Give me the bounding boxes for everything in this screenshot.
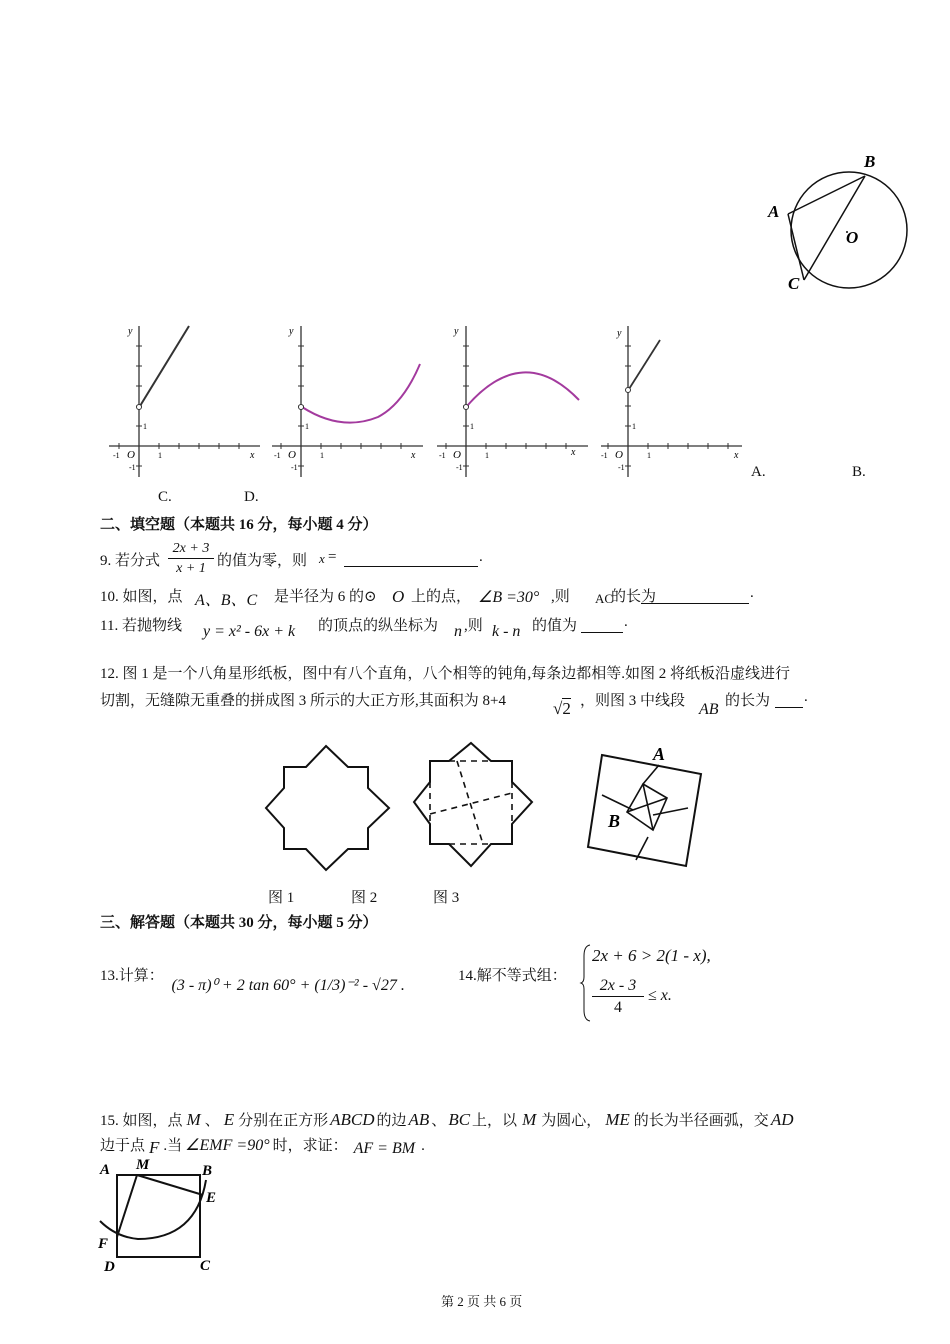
svg-text:D: D [104, 1259, 115, 1275]
label-o: O [846, 228, 859, 247]
svg-text:C: C [200, 1258, 211, 1274]
svg-text:O: O [127, 449, 135, 461]
section2-heading: 二、填空题（本题共 16 分，每小题 4 分） [100, 517, 378, 533]
svg-text:1: 1 [470, 422, 474, 431]
page-footer: 第 2 页 共 6 页 [441, 1294, 523, 1309]
svg-text:-1: -1 [113, 451, 120, 460]
svg-text:A: A [100, 1162, 111, 1178]
svg-text:O: O [615, 449, 623, 461]
graph-3 [433, 322, 593, 482]
svg-text:-1: -1 [129, 463, 136, 472]
svg-text:x: x [571, 447, 576, 458]
svg-text:O: O [288, 449, 296, 461]
svg-text:1: 1 [143, 422, 147, 431]
caption-fig2: 图 2 [351, 890, 378, 906]
choice-a: A. [751, 464, 766, 480]
svg-text:x: x [734, 450, 739, 461]
figure-2-cut [410, 740, 540, 872]
choice-d: D. [244, 489, 259, 505]
figure-1-star [262, 742, 392, 872]
figure-3-square [585, 742, 710, 867]
caption-fig1: 图 1 [268, 890, 295, 906]
label-c: C [788, 274, 800, 293]
svg-text:x: x [411, 450, 416, 461]
svg-text:y: y [454, 326, 459, 337]
graph-4 [597, 322, 757, 482]
svg-text:-1: -1 [456, 463, 463, 472]
svg-text:M: M [136, 1157, 150, 1173]
choice-c: C. [158, 489, 172, 505]
svg-text:O: O [453, 449, 461, 461]
svg-text:1: 1 [647, 451, 651, 460]
label-b: B [864, 152, 876, 171]
q15-line2: 边于点 F .当 ∠EMF =90° 时，求证： AF = BM . [100, 1137, 425, 1157]
q13: 13.计算： (3 - π)⁰ + 2 tan 60° + (1/3)⁻² - √27 . [100, 968, 405, 994]
svg-text:-1: -1 [291, 463, 298, 472]
svg-text:F: F [98, 1236, 109, 1252]
svg-text:1: 1 [485, 451, 489, 460]
svg-text:1: 1 [305, 422, 309, 431]
svg-text:x: x [250, 450, 255, 461]
svg-text:-1: -1 [439, 451, 446, 460]
svg-text:y: y [289, 326, 294, 337]
svg-text:1: 1 [320, 451, 324, 460]
q15-line1: 15. 如图，点 M 、 E 分别在正方形 ABCD 的边 AB 、 BC 上，以 M 为圆心， ME 的长为半径画弧，交 AD [100, 1110, 794, 1129]
circle-figure [760, 150, 920, 300]
section3-heading: 三、解答题（本题共 30 分，每小题 5 分） [100, 915, 378, 931]
svg-text:B: B [202, 1163, 213, 1179]
svg-text:-1: -1 [618, 463, 625, 472]
graph-2 [268, 322, 428, 482]
caption-fig3: 图 3 [433, 890, 460, 906]
fig3-label-b: B [608, 811, 621, 831]
svg-text:y: y [617, 328, 622, 339]
svg-text:1: 1 [158, 451, 162, 460]
graph-1 [105, 322, 265, 482]
svg-text:y: y [128, 326, 133, 337]
svg-text:E: E [206, 1190, 217, 1206]
q12-line1: 12. 图 1 是一个八角星形纸板，图中有八个直角，八个相等的钝角,每条边都相等.如图 2 将纸板沿虚线进行 [100, 666, 791, 682]
svg-text:-1: -1 [274, 451, 281, 460]
fig3-label-a: A [653, 744, 666, 764]
svg-text:1: 1 [632, 422, 636, 431]
choice-b: B. [852, 464, 866, 480]
label-a: A [768, 202, 780, 221]
svg-text:-1: -1 [601, 451, 608, 460]
q15-square-figure [96, 1155, 226, 1275]
